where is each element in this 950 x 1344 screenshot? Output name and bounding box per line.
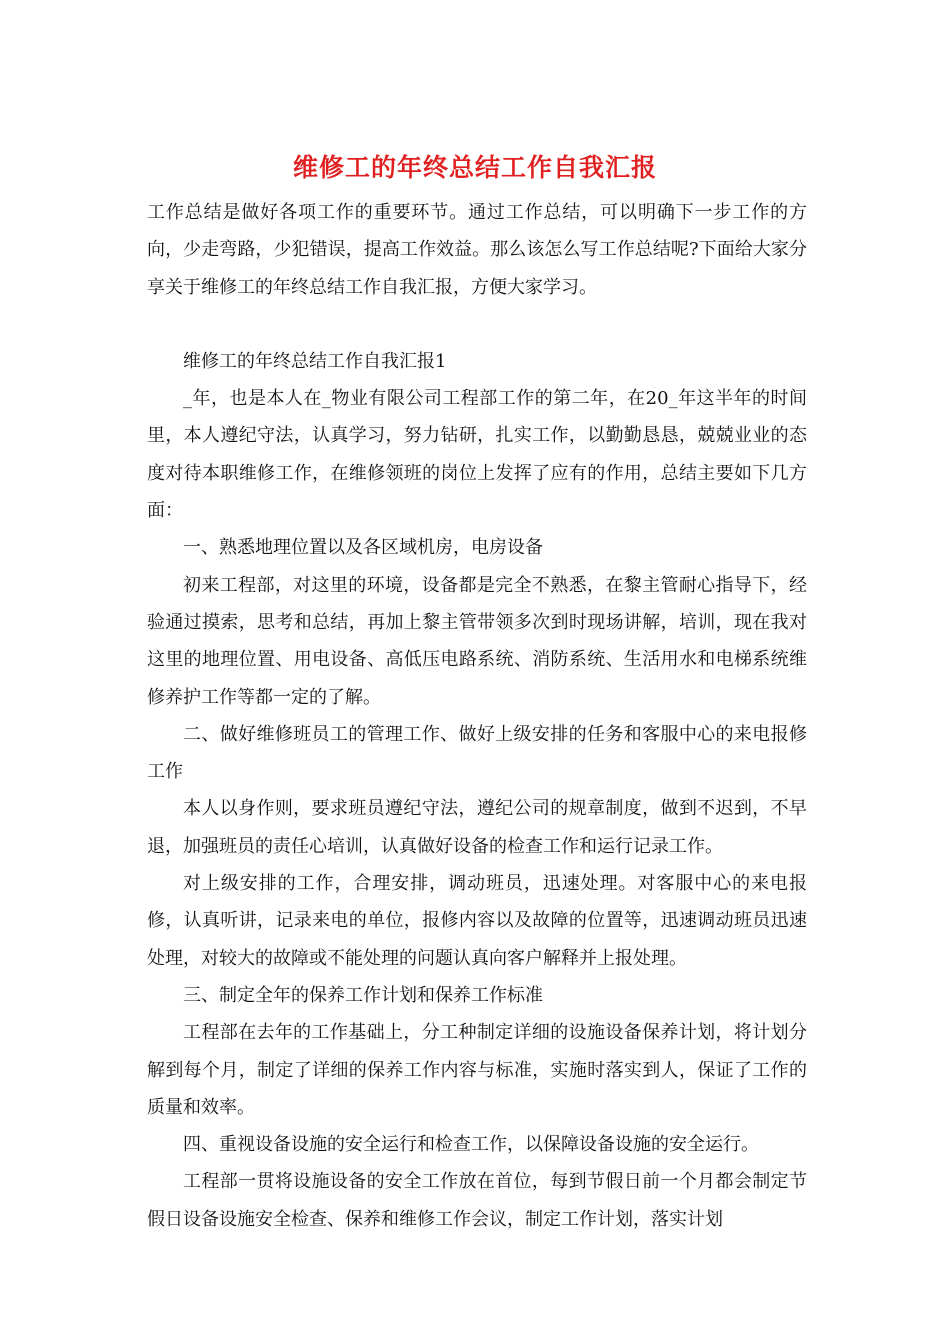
section-heading: 四、重视设备设施的安全运行和检查工作，以保障设备设施的安全运行。 (183, 1134, 759, 1156)
intro-paragraph: 工作总结是做好各项工作的重要环节。通过工作总结，可以明确下一步工作的方向，少走弯路，少犯错误，提高工作效益。那么该怎么写工作总结呢?下面给大家分享关于维修工的年终总结工作自我汇报，方便大家学习。 (147, 202, 807, 298)
section-heading: 三、制定全年的保养工作计划和保养工作标准 (183, 984, 543, 1006)
document-title: 维修工的年终总结工作自我汇报 (292, 153, 657, 182)
body-paragraph: 本人以身作则，要求班员遵纪守法，遵纪公司的规章制度，做到不迟到，不早退，加强班员的责任心培训，认真做好设备的检查工作和运行记录工作。 (147, 798, 807, 857)
body-paragraph: 初来工程部，对这里的环境，设备都是完全不熟悉，在黎主管耐心指导下，经验通过摸索，思考和总结，再加上黎主管带领多次到时现场讲解，培训，现在我对这里的地理位置、用电设备、高低压电路系统、消防系统、生活用水和电梯系统维修养护工作等都一定的了解。 (147, 574, 807, 708)
body-paragraph: _年，也是本人在_物业有限公司工程部工作的第二年，在20_年这半年的时间里，本人遵纪守法，认真学习，努力钻研，扎实工作，以勤勤恳恳，兢兢业业的态度对待本职维修工作，在维修领班的岗位上发挥了应有的作用，总结主要如下几方面： (147, 388, 807, 522)
body-paragraph: 工程部在去年的工作基础上，分工种制定详细的设施设备保养计划，将计划分解到每个月，制定了详细的保养工作内容与标准，实施时落实到人，保证了工作的质量和效率。 (147, 1022, 807, 1118)
document-body (147, 194, 807, 1238)
section-heading: 一、熟悉地理位置以及各区域机房，电房设备 (183, 537, 543, 559)
body-paragraph: 工程部一贯将设施设备的安全工作放在首位，每到节假日前一个月都会制定节假日设备设施安全检查、保养和维修工作会议，制定工作计划，落实计划 (147, 1171, 807, 1230)
section-heading: 二、做好维修班员工的管理工作、做好上级安排的任务和客服中心的来电报修工作 (147, 723, 807, 783)
body-paragraph: 对上级安排的工作，合理安排，调动班员，迅速处理。对客服中心的来电报修，认真听讲，记录来电的单位，报修内容以及故障的位置等，迅速调动班员迅速处理，对较大的故障或不能处理的问题认真向客户解释并上报处理。 (147, 873, 807, 969)
section-heading: 维修工的年终总结工作自我汇报1 (183, 350, 447, 372)
